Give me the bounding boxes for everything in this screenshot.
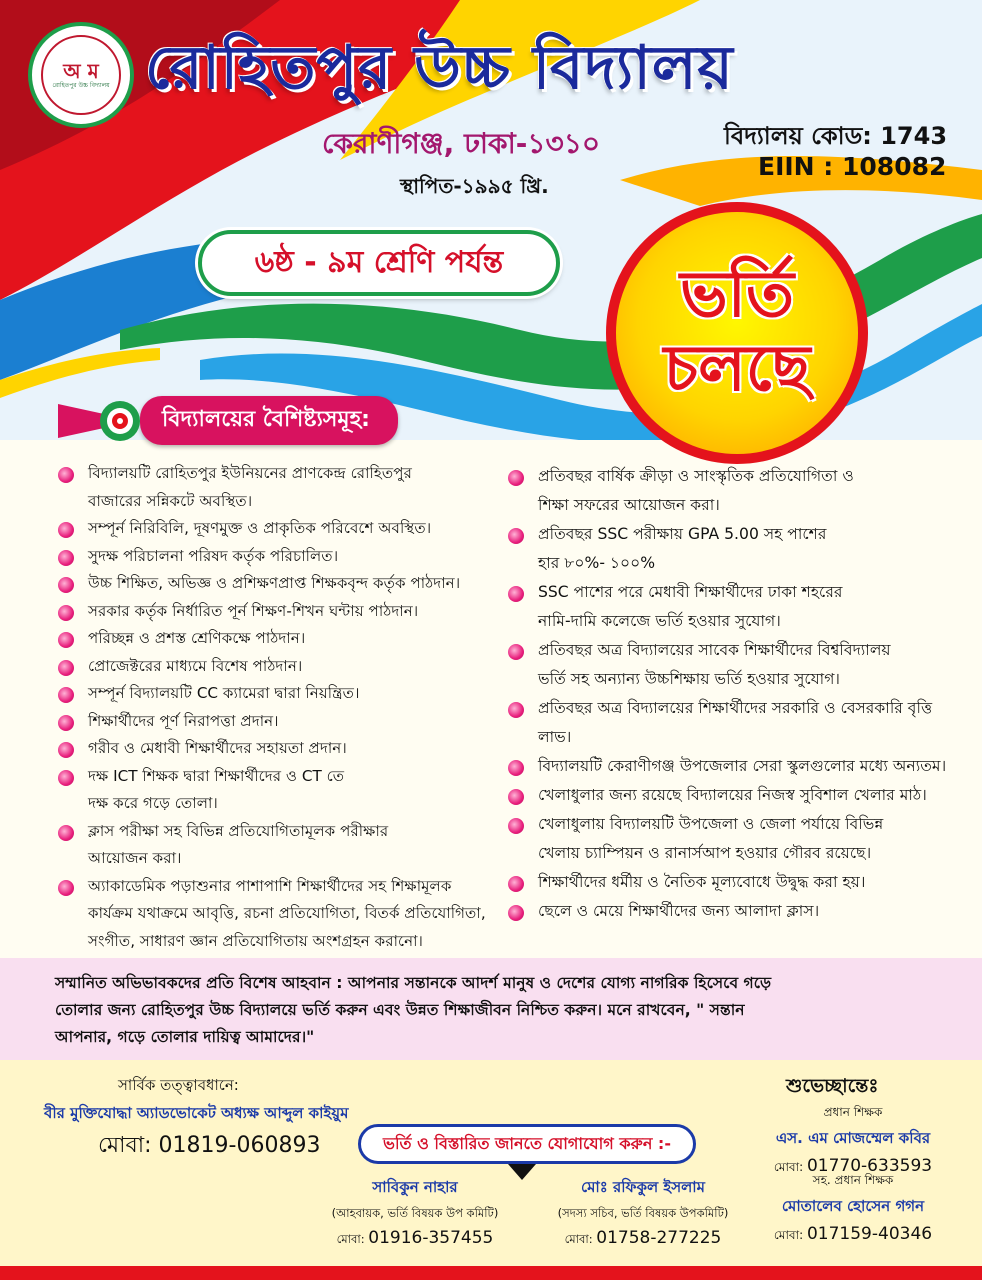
feature-item xyxy=(58,570,498,598)
bullet-icon xyxy=(58,687,74,703)
bullet-icon xyxy=(58,825,74,841)
guardian-appeal xyxy=(0,958,982,1060)
feature-text: গরীব ও মেধাবী শিক্ষার্থীদের সহায়তা প্রদান। xyxy=(88,739,347,757)
feature-text: প্রতিবছর অত্র বিদ্যালয়ের শিক্ষার্থীদের সরকারি ও বেসরকারি বৃত্তি লাভ। xyxy=(538,699,933,746)
bullet-icon xyxy=(58,660,74,676)
bottom-bar xyxy=(0,1266,982,1280)
feature-text: সরকার কর্তৃক নির্ধারিত পূর্ন শিক্ষণ-শিখন ঘন্টায় পাঠদান। xyxy=(88,601,419,620)
feature-text: দক্ষ ICT শিক্ষক দ্বারা শিক্ষার্থীদের ও CT তে xyxy=(88,766,345,785)
bullet-icon xyxy=(508,644,524,660)
assistant-head-phone-row xyxy=(748,1224,958,1247)
feature-item xyxy=(508,462,968,520)
contact-1-role: (আহবায়ক, ভর্তি বিষয়ক উপ কমিটি) xyxy=(331,1206,499,1220)
contact-1-phone-row xyxy=(320,1228,510,1250)
logo-text: রোহিতপুর উচ্চ বিদ্যালয় xyxy=(52,81,110,89)
bullet-icon xyxy=(58,880,74,896)
bullet-icon xyxy=(508,789,524,805)
contact-2-phone-label: মোবা: xyxy=(564,1232,593,1246)
bullet-icon xyxy=(508,760,524,776)
eiin-number: EIIN : 108082 xyxy=(758,152,947,181)
bullet-icon xyxy=(58,715,74,731)
feature-text: ছেলে ও মেয়ে শিক্ষার্থীদের জন্য আলাদা ক্লাস। xyxy=(538,902,820,920)
features-list-right xyxy=(508,462,968,926)
supervisor-name: বীর মুক্তিযোদ্ধা অ্যাডভোকেট অধ্যক্ষ আব্দুল কাইয়ুম xyxy=(44,1104,349,1122)
feature-text: প্রোজেক্টরের মাধ্যমে বিশেষ পাঠদান। xyxy=(88,656,303,675)
feature-item xyxy=(58,625,498,653)
feature-text: সম্পূর্ন নিরিবিলি, দূষণমুক্ত ও প্রাকৃতিক পরিবেশে অবস্থিত। xyxy=(88,519,432,537)
bullet-icon xyxy=(508,905,524,921)
bullet-icon xyxy=(58,632,74,648)
contact-1-name: সাবিকুন নাহার xyxy=(372,1178,458,1196)
feature-text: খেলায় চ্যাম্পিয়ন ও রানার্সআপ হওয়ার গৌরব রয়েছে। xyxy=(538,844,872,862)
contact-2-name: মোঃ রফিকুল ইসলাম xyxy=(581,1178,705,1196)
badge-line-1: ভর্তি xyxy=(679,258,795,333)
feature-item xyxy=(508,578,968,636)
feature-item xyxy=(508,897,968,926)
feature-text: নামি-দামি কলেজে ভর্তি হওয়ার সুযোগ। xyxy=(538,612,781,630)
badge-line-2: চলছে xyxy=(663,332,811,406)
feature-text: আয়োজন করা। xyxy=(88,849,182,867)
feature-item xyxy=(58,708,498,736)
feature-text: প্রতিবছর SSC পরীক্ষায় GPA 5.00 সহ পাশের xyxy=(538,525,827,543)
contact-person-1 xyxy=(320,1176,510,1250)
headmaster-role: প্রধান শিক্ষক xyxy=(823,1105,883,1119)
appeal-line-3: আপনার, গড়ে তোলার দায়িত্ব আমাদের।" xyxy=(55,1028,315,1046)
feature-item xyxy=(58,763,498,818)
features-list-left xyxy=(58,460,498,955)
bullet-icon xyxy=(58,550,74,566)
supervisor-phone: মোবা: 01819-060893 xyxy=(98,1133,321,1158)
bullet-icon xyxy=(508,528,524,544)
headmaster-phone: 01770-633593 xyxy=(806,1156,933,1176)
feature-text: বাজারের সন্নিকটে অবস্থিত। xyxy=(88,491,253,510)
feature-text: কার্যক্রম যথাক্রমে আবৃত্তি, রচনা প্রতিযোগিতা, বিতর্ক প্রতিযোগিতা, xyxy=(88,904,486,922)
feature-item xyxy=(58,680,498,708)
feature-text: SSC পাশের পরে মেধাবী শিক্ষার্থীদের ঢাকা শহরের xyxy=(538,583,843,601)
feature-item xyxy=(508,752,968,781)
contact-2-phone: 01758-277225 xyxy=(596,1228,722,1248)
bullet-icon xyxy=(508,876,524,892)
headmaster-phone-label: মোবা: xyxy=(773,1160,804,1174)
school-location: কেরাণীগঞ্জ, ঢাকা-১৩১০ xyxy=(322,127,601,160)
bullet-icon xyxy=(508,702,524,718)
feature-text: খেলাধুলায় বিদ্যালয়টি উপজেলা ও জেলা পর্যায়ে বিভিন্ন xyxy=(538,815,884,833)
feature-item xyxy=(508,694,968,752)
megaphone-target-icon xyxy=(58,398,150,444)
feature-text: প্রতিবছর অত্র বিদ্যালয়ের সাবেক শিক্ষার্থীদের বিশ্ববিদ্যালয় xyxy=(538,641,891,659)
feature-text: শিক্ষার্থীদের ধর্মীয় ও নৈতিক মূল্যবোধে উদ্বুদ্ধ করা হয়। xyxy=(538,873,866,891)
feature-text: শিক্ষার্থীদের পূর্ণ নিরাপত্তা প্রদান। xyxy=(88,711,279,730)
assistant-head-phone: 017159-40346 xyxy=(806,1224,933,1244)
feature-text: শিক্ষা সফরের আয়োজন করা। xyxy=(538,496,720,514)
logo-emblem xyxy=(41,35,121,115)
headmaster-block xyxy=(748,1104,958,1179)
features-heading-label: বিদ্যালয়ের বৈশিষ্ট্যসমূহ: xyxy=(140,396,398,445)
bullet-icon xyxy=(58,577,74,593)
admission-badge xyxy=(606,202,868,464)
feature-text: সম্পূর্ন বিদ্যালয়টি CC ক্যামেরা দ্বারা নিয়ন্ত্রিত। xyxy=(88,684,360,702)
feature-item xyxy=(58,873,498,956)
feature-text: হার ৮০%- ১০০% xyxy=(538,554,656,572)
contact-prompt: ভর্তি ও বিস্তারিত জানতে যোগাযোগ করুন :- xyxy=(358,1124,696,1164)
feature-item xyxy=(58,515,498,543)
feature-text: দক্ষ করে গড়ে তোলা। xyxy=(88,794,218,812)
school-title: রোহিতপুর উচ্চ বিদ্যালয় xyxy=(145,33,734,103)
bullet-icon xyxy=(58,522,74,538)
feature-text: উচ্চ শিক্ষিত, অভিজ্ঞ ও প্রশিক্ষণপ্রাপ্ত শিক্ষকবৃন্দ কর্তৃক পাঠদান। xyxy=(88,574,461,592)
bullet-icon xyxy=(58,770,74,786)
feature-item xyxy=(58,460,498,515)
assistant-head-block xyxy=(748,1172,958,1247)
assistant-head-phone-label: মোবা: xyxy=(773,1228,804,1242)
feature-text: পরিচ্ছন্ন ও প্রশস্ত শ্রেণিকক্ষে পাঠদান। xyxy=(88,629,306,647)
feature-text: খেলাধুলার জন্য রয়েছে বিদ্যালয়ের নিজস্ব সুবিশাল খেলার মাঠ। xyxy=(538,786,927,804)
feature-item xyxy=(58,653,498,681)
feature-text: ক্লাস পরীক্ষা সহ বিভিন্ন প্রতিযোগিতামূলক পরীক্ষার xyxy=(88,821,389,840)
assistant-head-role: সহ. প্রধান শিক্ষক xyxy=(812,1173,894,1187)
class-range-banner: ৬ষ্ঠ - ৯ম শ্রেণি পর্যন্ত xyxy=(198,230,560,296)
feature-item xyxy=(508,868,968,897)
contact-1-phone-label: মোবা: xyxy=(336,1232,365,1246)
headmaster-name: এস. এম মোজম্মেল কবির xyxy=(775,1129,931,1147)
feature-item xyxy=(508,520,968,578)
feature-item xyxy=(58,818,498,873)
feature-text: বিদ্যালয়টি কেরাণীগঞ্জ উপজেলার সেরা স্কুলগুলোর মধ্যে অন্যতম। xyxy=(538,757,947,775)
feature-text: সুদক্ষ পরিচালনা পরিষদ কর্তৃক পরিচালিত। xyxy=(88,546,339,565)
contact-2-phone-row xyxy=(548,1228,738,1250)
contact-person-2 xyxy=(548,1176,738,1250)
feature-text: সংগীত, সাধারণ জ্ঞান প্রতিযোগিতায় অংশগ্রহন করানো। xyxy=(88,931,423,950)
feature-item xyxy=(508,810,968,868)
bullet-icon xyxy=(508,818,524,834)
appeal-line-1: সম্মানিত অভিভাবকদের প্রতি বিশেষ আহবান : আপনার সন্তানকে আদর্শ মানুষ ও দেশের যোগ্য নাগরিক হিসেবে গড়ে xyxy=(55,974,772,992)
bullet-icon xyxy=(508,470,524,486)
bullet-icon xyxy=(508,586,524,602)
feature-item xyxy=(58,598,498,626)
assistant-head-name: মোতালেব হোসেন গগন xyxy=(781,1197,925,1215)
feature-item xyxy=(58,543,498,571)
feature-text: বিদ্যালয়টি রোহিতপুর ইউনিয়নের প্রাণকেন্দ্র রোহিতপুর xyxy=(88,464,412,482)
school-logo xyxy=(28,22,134,128)
bullet-icon xyxy=(58,467,74,483)
contact-2-role: (সদস্য সচিব, ভর্তি বিষয়ক উপকমিটি) xyxy=(557,1206,729,1220)
feature-text: প্রতিবছর বার্ষিক ক্রীড়া ও সাংস্কৃতিক প্রতিযোগিতা ও xyxy=(538,467,854,485)
feature-item xyxy=(58,735,498,763)
feature-text: অ্যাকাডেমিক পড়াশুনার পাশাপাশি শিক্ষার্থীদের সহ শিক্ষামূলক xyxy=(88,876,452,895)
supervision-label: সার্বিক তত্ত্বাবধানে: xyxy=(118,1076,239,1094)
appeal-line-2: তোলার জন্য রোহিতপুর উচ্চ বিদ্যালয়ে ভর্তি করুন এবং উন্নত শিক্ষাজীবন নিশ্চিত করুন। মনে রাখবেন, " সন্তান xyxy=(55,1001,745,1019)
logo-mark: অ ম xyxy=(63,58,99,83)
school-code: বিদ্যালয় কোড: 1743 xyxy=(724,122,948,150)
established-year: স্থাপিত-১৯৯৫ খ্রি. xyxy=(400,174,549,198)
contact-arrow-icon xyxy=(508,1164,536,1180)
feature-item xyxy=(508,781,968,810)
greetings-label: শুভেচ্ছান্তেঃ xyxy=(786,1075,879,1097)
bullet-icon xyxy=(58,742,74,758)
contact-1-phone: 01916-357455 xyxy=(368,1228,494,1248)
features-heading xyxy=(58,396,398,445)
feature-item xyxy=(508,636,968,694)
bullet-icon xyxy=(58,605,74,621)
feature-text: ভর্তি সহ অন্যান্য উচ্চশিক্ষায় ভর্তি হওয়ার সুযোগ। xyxy=(538,670,840,688)
